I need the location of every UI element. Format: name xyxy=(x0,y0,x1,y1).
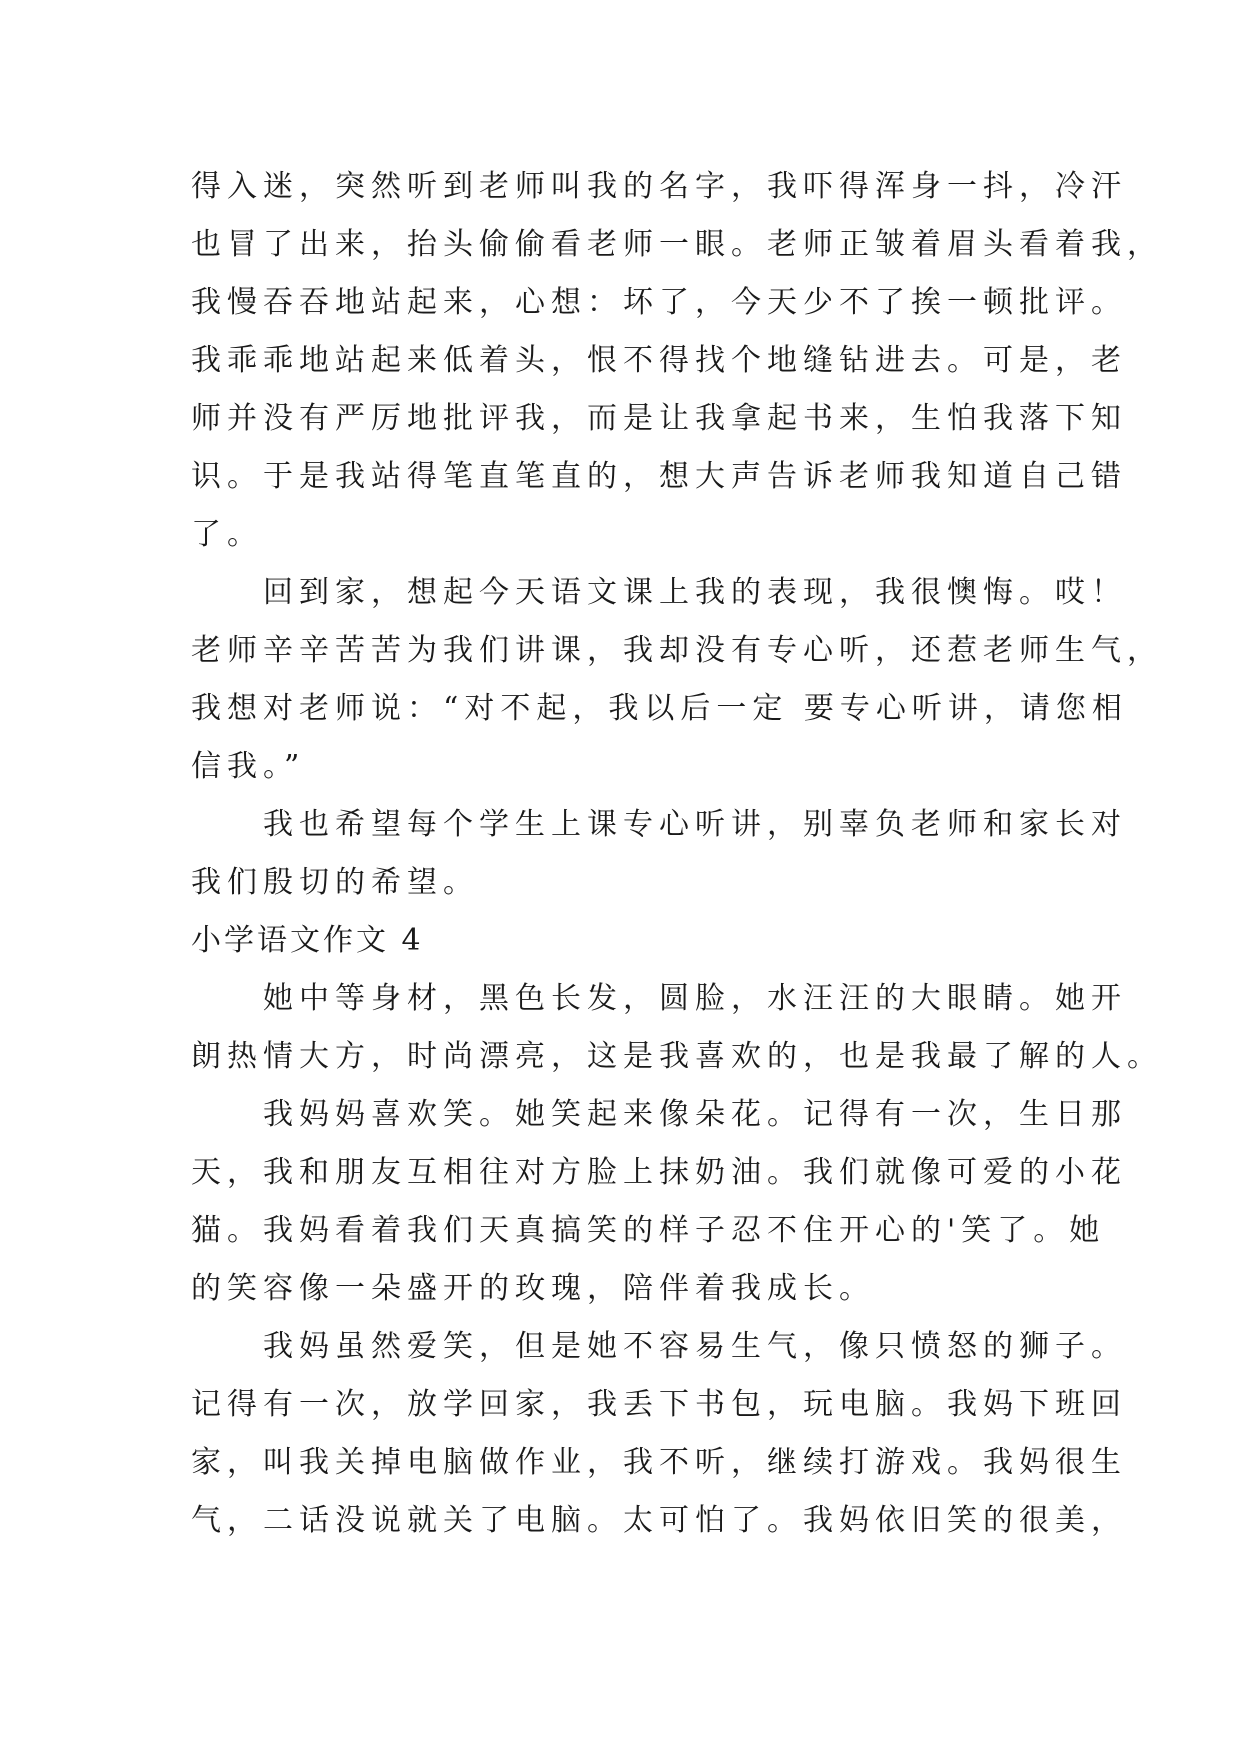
text-line: 识。于是我站得笔直笔直的，想大声告诉老师我知道自己错 xyxy=(191,459,1127,494)
text-line: 得入迷，突然听到老师叫我的名字，我吓得浑身一抖，冷汗 xyxy=(191,169,1127,204)
text-line: 我们殷切的希望。 xyxy=(191,865,479,900)
text-line: 信我。” xyxy=(191,749,306,784)
text-line: 老师辛辛苦苦为我们讲课，我却没有专心听，还惹老师生气， xyxy=(191,633,1163,668)
text-line: 我妈妈喜欢笑。她笑起来像朵花。记得有一次，生日那 xyxy=(191,1097,1127,1132)
text-line: 天，我和朋友互相往对方脸上抹奶油。我们就像可爱的小花 xyxy=(191,1155,1127,1190)
section-heading: 小学语文作文 4 xyxy=(191,923,424,958)
text-line: 记得有一次，放学回家，我丢下书包，玩电脑。我妈下班回 xyxy=(191,1387,1127,1422)
text-line: 我也希望每个学生上课专心听讲，别辜负老师和家长对 xyxy=(191,807,1127,842)
text-line: 猫。我妈看着我们天真搞笑的样子忍不住开心的'笑了。她 xyxy=(191,1213,1106,1248)
text-line: 的笑容像一朵盛开的玫瑰，陪伴着我成长。 xyxy=(191,1271,875,1306)
text-line: 我妈虽然爱笑，但是她不容易生气，像只愤怒的狮子。 xyxy=(191,1329,1127,1364)
text-line: 也冒了出来，抬头偷偷看老师一眼。老师正皱着眉头看着我， xyxy=(191,227,1163,262)
text-line: 家，叫我关掉电脑做作业，我不听，继续打游戏。我妈很生 xyxy=(191,1445,1127,1480)
text-line: 朗热情大方，时尚漂亮，这是我喜欢的，也是我最了解的人。 xyxy=(191,1039,1163,1074)
essay-text xyxy=(191,158,1163,1550)
text-line: 师并没有严厉地批评我，而是让我拿起书来，生怕我落下知 xyxy=(191,401,1127,436)
text-line: 了。 xyxy=(191,517,263,552)
text-line: 我慢吞吞地站起来，心想：坏了，今天少不了挨一顿批评。 xyxy=(191,285,1127,320)
text-line: 我想对老师说：“对不起，我以后一定 要专心听讲，请您相 xyxy=(191,691,1128,726)
text-line: 气，二话没说就关了电脑。太可怕了。我妈依旧笑的很美， xyxy=(191,1503,1127,1538)
text-line: 她中等身材，黑色长发，圆脸，水汪汪的大眼睛。她开 xyxy=(191,981,1127,1016)
text-line: 我乖乖地站起来低着头，恨不得找个地缝钻进去。可是，老 xyxy=(191,343,1127,378)
text-line: 回到家，想起今天语文课上我的表现，我很懊悔。哎！ xyxy=(191,575,1127,610)
